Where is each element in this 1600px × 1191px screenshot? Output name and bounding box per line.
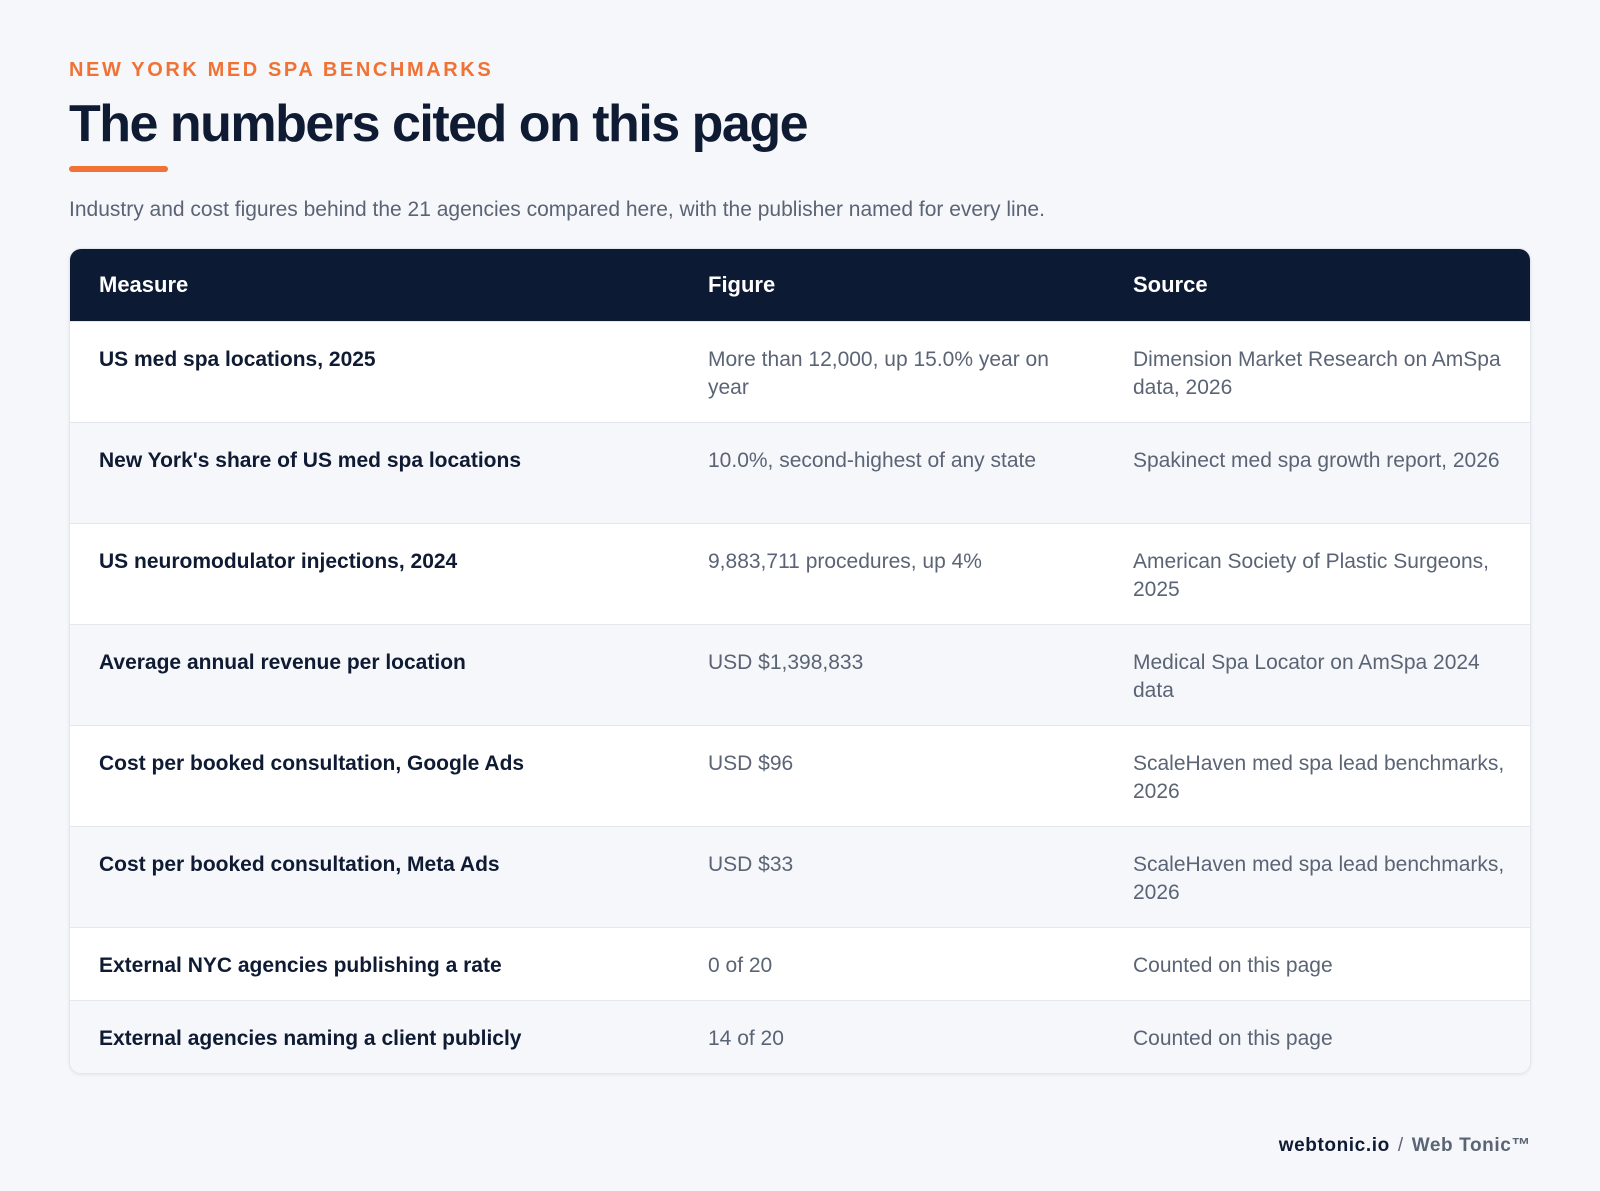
source-cell: Spakinect med spa growth report, 2026 <box>1133 448 1500 472</box>
title-accent-rule <box>69 166 168 172</box>
eyebrow-label: NEW YORK MED SPA BENCHMARKS <box>69 59 494 81</box>
column-header-measure: Measure <box>99 271 189 297</box>
table-row <box>70 826 1531 927</box>
source-cell: American Society of Plastic Surgeons, 2025 <box>1133 549 1489 601</box>
source-cell: ScaleHaven med spa lead benchmarks, 2026 <box>1133 751 1505 803</box>
measure-cell: US med spa locations, 2025 <box>99 347 376 371</box>
measure-cell: Cost per booked consultation, Google Ads <box>99 751 525 775</box>
table-body <box>70 321 1531 1073</box>
source-cell: Counted on this page <box>1133 953 1333 977</box>
source-cell: Counted on this page <box>1133 1026 1333 1050</box>
table-row <box>70 422 1531 523</box>
figure-cell: 10.0%, second-highest of any state <box>708 448 1037 472</box>
table-header <box>70 249 1531 321</box>
figure-cell: 0 of 20 <box>708 953 773 977</box>
figure-cell: USD $1,398,833 <box>708 650 864 674</box>
benchmarks-table-card <box>69 248 1531 1074</box>
figure-cell: More than 12,000, up 15.0% year on year <box>708 347 1049 399</box>
column-header-figure: Figure <box>708 271 776 297</box>
source-cell: ScaleHaven med spa lead benchmarks, 2026 <box>1133 852 1505 904</box>
source-cell: Medical Spa Locator on AmSpa 2024 data <box>1133 650 1480 702</box>
table-row <box>70 1000 1531 1073</box>
footer-brand: Web Tonic™ <box>1411 1135 1531 1156</box>
footer-credit <box>1279 1135 1531 1157</box>
measure-cell: External agencies naming a client publicly <box>99 1026 522 1050</box>
table-row <box>70 523 1531 624</box>
measure-cell: External NYC agencies publishing a rate <box>99 953 502 977</box>
figure-cell: 14 of 20 <box>708 1026 784 1050</box>
table-row <box>70 321 1531 422</box>
table-row <box>70 624 1531 725</box>
measure-cell: US neuromodulator injections, 2024 <box>99 549 458 573</box>
figure-cell: 9,883,711 procedures, up 4% <box>708 549 982 573</box>
footer-separator: / <box>1397 1135 1404 1156</box>
measure-cell: New York's share of US med spa locations <box>99 448 522 472</box>
page-title: The numbers cited on this page <box>69 95 807 153</box>
figure-cell: USD $33 <box>708 852 794 876</box>
measure-cell: Cost per booked consultation, Meta Ads <box>99 852 500 876</box>
table-row <box>70 927 1531 1000</box>
source-cell: Dimension Market Research on AmSpa data, 2026 <box>1133 347 1501 399</box>
table-header-row <box>70 249 1531 321</box>
table-row <box>70 725 1531 826</box>
column-header-source: Source <box>1133 271 1208 297</box>
measure-cell: Average annual revenue per location <box>99 650 466 674</box>
benchmarks-table <box>70 249 1531 1073</box>
figure-cell: USD $96 <box>708 751 794 775</box>
footer-domain: webtonic.io <box>1278 1135 1390 1156</box>
page-subtitle: Industry and cost figures behind the 21 agencies compared here, with the publisher named for every line. <box>69 198 1045 221</box>
